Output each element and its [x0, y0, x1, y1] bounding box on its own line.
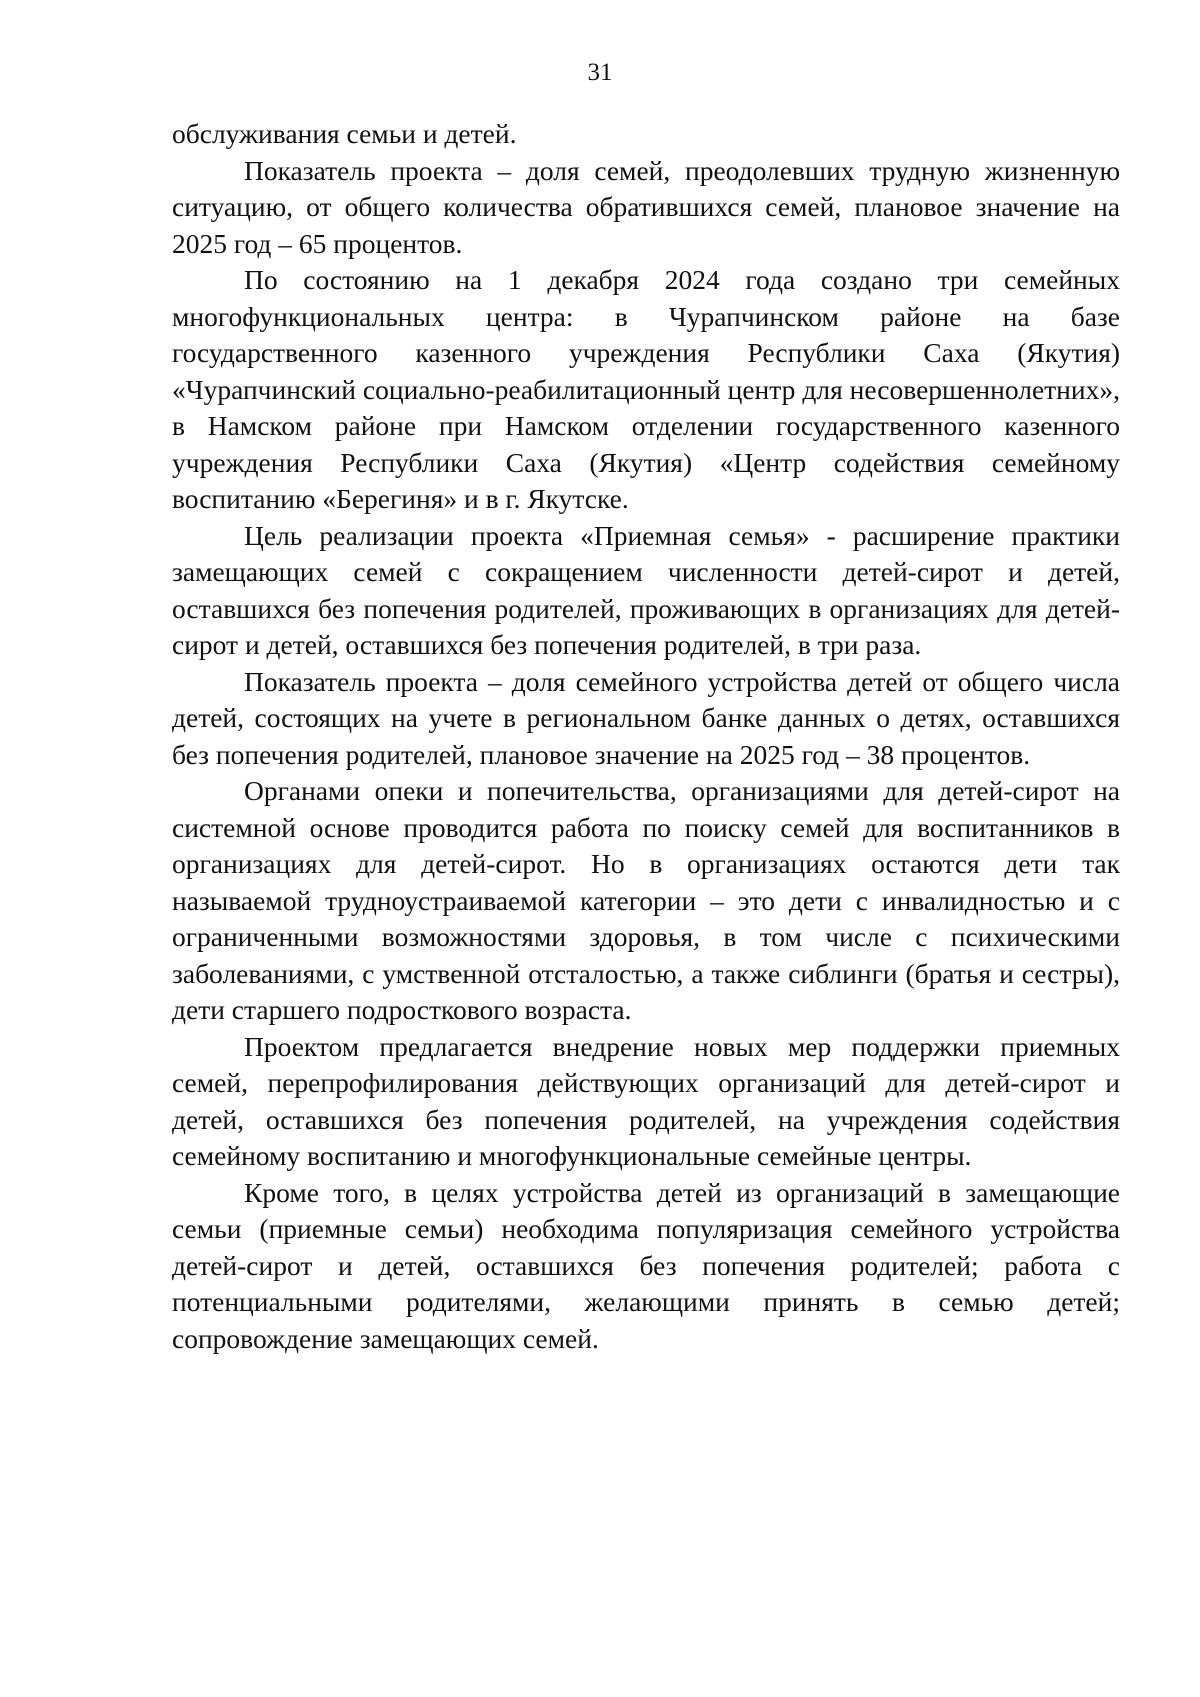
paragraph-family-centers: По состоянию на 1 декабря 2024 года создано три семейных многофункциональных центра: в Чурапчинском районе на базе государственного казенного учреждения Республики Саха (Якутия) «Чурапчинский социально-реабилитационный центр для несовершеннолетних», в Намском районе при Намском отделении государственного казенного учреждения Республики Саха (Якутия) «Центр содействия семейному воспитанию «Берегиня» и в г. Якутске. [172, 264, 1120, 514]
paragraph-proposed-measures: Проектом предлагается внедрение новых мер поддержки приемных семей, перепрофилирования действующих организаций для детей-сирот и детей, оставшихся без попечения родителей, на учреждения содействия семейному воспитанию и многофункциональные семейные центры. [172, 1030, 1120, 1171]
paragraph-indicator-placement: Показатель проекта – доля семейного устройства детей от общего числа детей, состоящих на учете в региональном банке данных о детях, оставшихся без попечения родителей, плановое значение на 2025 год – 38 процентов. [172, 665, 1120, 770]
paragraph-continuation: обслуживания семьи и детей. [172, 118, 517, 149]
paragraph-indicator-families: Показатель проекта – доля семей, преодолевших трудную жизненную ситуацию, от общего количества обратившихся семей, плановое значение на 2025 год – 65 процентов. [172, 154, 1120, 259]
page-number: 31 [587, 59, 613, 86]
paragraph-foster-family-goal: Цель реализации проекта «Приемная семья» - расширение практики замещающих семей с сокращением численности детей-сирот и детей, оставшихся без попечения родителей, проживающих в организациях для детей-сирот и детей, оставшихся без попечения родителей, в три раза. [172, 519, 1120, 660]
paragraph-popularization: Кроме того, в целях устройства детей из организаций в замещающие семьи (приемные семьи) необходима популяризация семейного устройства детей-сирот и детей, оставшихся без попечения родителей; работа с потенциальными родителями, желающими принять в семью детей; сопровождение замещающих семей. [172, 1176, 1120, 1354]
document-body [172, 116, 1120, 1357]
paragraph-guardianship-work: Органами опеки и попечительства, организациями для детей-сирот на системной основе проводится работа по поиску семей для воспитанников в организациях для детей-сирот. Но в организациях остаются дети так называемой трудноустраиваемой категории – это дети с инвалидностью и с ограниченными возможностями здоровья, в том числе с психическими заболеваниями, с умственной отсталостью, а также сиблинги (братья и сестры), дети старшего подросткового возраста. [172, 775, 1120, 1025]
